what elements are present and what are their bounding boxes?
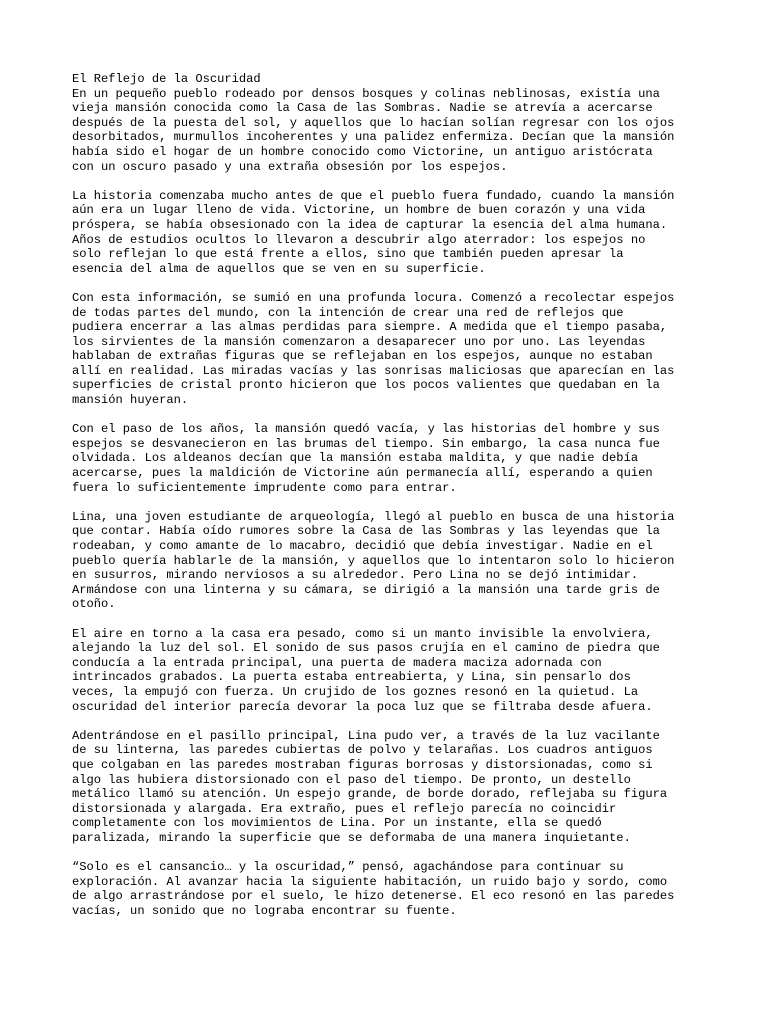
document-title: El Reflejo de la Oscuridad [72, 72, 261, 86]
paragraph-8: “Solo es el cansancio… y la oscuridad,” pensó, agachándose para continuar su exploración. Al avanzar hacia la siguiente habitación, un ruido bajo y sordo, como de algo arrastrándose por el suelo, le hizo detenerse. El eco resonó en las paredes vacías, un sonido que no lograba encontrar su fuente. [72, 860, 675, 918]
document-page [72, 72, 704, 933]
paragraph-1: En un pequeño pueblo rodeado por densos bosques y colinas neblinosas, existía una vieja mansión conocida como la Casa de las Sombras. Nadie se atrevía a acercarse después de la puesta del sol, y aquellos que lo hacían solían regresar con los ojos desorbitados, murmullos incoherentes y una palidez enfermiza. Decían que la mansión había sido el hogar de un hombre conocido como Victorine, un antiguo aristócrata con un oscuro pasado y una extraña obsesión por los espejos. [72, 86, 675, 174]
paragraph-3: Con esta información, se sumió en una profunda locura. Comenzó a recolectar espejos de todas partes del mundo, con la intención de crear una red de reflejos que pudiera encerrar a las almas perdidas para siempre. A medida que el tiempo pasaba, los sirvientes de la mansión comenzaron a desaparecer uno por uno. Las leyendas hablaban de extrañas figuras que se reflejaban en los espejos, aunque no estaban allí en realidad. Las miradas vacías y las sonrisas maliciosas que aparecían en las superficies de cristal pronto hicieron que los pocos valientes que quedaban en la mansión huyeran. [72, 290, 675, 408]
paragraph-5: Lina, una joven estudiante de arqueología, llegó al pueblo en busca de una historia que contar. Había oído rumores sobre la Casa de las Sombras y las leyendas que la rodeaban, y como amante de lo macabro, decidió que debía investigar. Nadie en el pueblo quería hablarle de la mansión, y aquellos que lo intentaron solo lo hicieron en susurros, mirando nerviosos a su alrededor. Pero Lina no se dejó intimidar. Armándose con una linterna y su cámara, se dirigió a la mansión una tarde gris de otoño. [72, 509, 675, 612]
paragraph-7: Adentrándose en el pasillo principal, Lina pudo ver, a través de la luz vacilante de su linterna, las paredes cubiertas de polvo y telarañas. Los cuadros antiguos que colgaban en las paredes mostraban figuras borrosas y distorsionadas, como si algo las hubiera distorsionado con el paso del tiempo. De pronto, un destello metálico llamó su atención. Un espejo grande, de borde dorado, reflejaba su figura distorsionada y alargada. Era extraño, pues el reflejo parecía no coincidir completamente con los movimientos de Lina. Por un instante, ella se quedó paralizada, mirando la superficie que se deformaba de una manera inquietante. [72, 728, 668, 845]
paragraph-4: Con el paso de los años, la mansión quedó vacía, y las historias del hombre y sus espejos se desvanecieron en las brumas del tiempo. Sin embargo, la casa nunca fue olvidada. Los aldeanos decían que la mansión estaba maldita, y que nadie debía acercarse, pues la maldición de Victorine aún permanecía allí, esperando a quien fuera lo suficientemente imprudente como para entrar. [72, 422, 660, 495]
paragraph-6: El aire en torno a la casa era pesado, como si un manto invisible la envolviera, alejando la luz del sol. El sonido de sus pasos crujía en el camino de piedra que conducía a la entrada principal, una puerta de madera maciza adornada con intrincados grabados. La puerta estaba entreabierta, y Lina, sin pensarlo dos veces, la empujó con fuerza. Un crujido de los goznes resonó en la quietud. La oscuridad del interior parecía devorar la poca luz que se filtraba desde afuera. [72, 626, 660, 714]
paragraph-2: La historia comenzaba mucho antes de que el pueblo fuera fundado, cuando la mansión aún era un lugar lleno de vida. Victorine, un hombre de buen corazón y una vida próspera, se había obsesionado con la idea de capturar la esencia del alma humana. Años de estudios ocultos lo llevaron a descubrir algo aterrador: los espejos no solo reflejan lo que está frente a ellos, sino que también pueden apresar la esencia del alma de aquellos que se ven en su superficie. [72, 188, 675, 276]
